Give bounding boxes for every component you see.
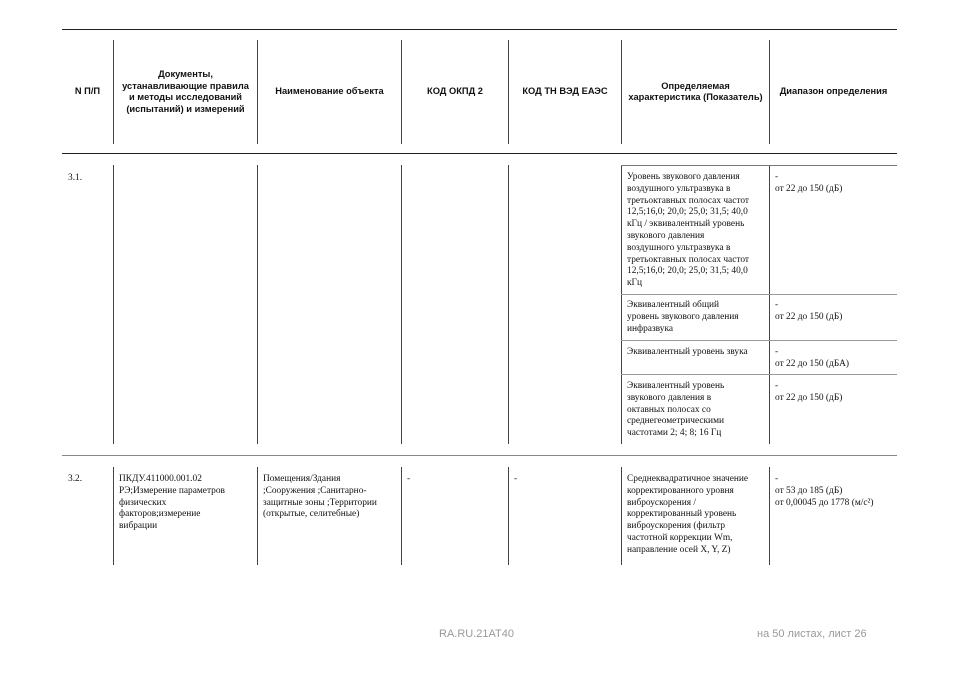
range-value: - от 22 до 150 (дБ) [775,172,843,194]
object-value: Помещения/Здания ;Сооружения ;Санитарно- защитные зоны ;Территории (открытые, селитебные) [263,474,377,520]
docs-value: ПКДУ.411000.001.02 РЭ;Измерение параметров физических факторов;измерение вибрации [119,474,225,532]
header-top-rule [62,29,897,30]
characteristic-value: Среднеквадратичное значение корректированного уровня виброускорения / корректированный уровень виброускорения (фильтр частотной коррекции Wm, направление осей X, Y, Z) [627,474,749,555]
header-num: N П/П [74,86,101,97]
row2-divider-2 [257,467,258,565]
row1-divider-3 [401,165,402,444]
row2-divider-3 [401,467,402,565]
range-value: - от 22 до 150 (дБ) [775,381,843,403]
characteristic-value: Уровень звукового давления воздушного ультразвука в третьоктавных полосах частот 12,5;16,0; 20,0; 25,0; 31,5; 40,0 кГц / эквивалентный уровень звукового давления воздушного ультразвука в третьоктавных полосах частот 12,5;16,0; 20,0; 25,0; 31,5; 40,0 кГц [627,172,750,289]
row1-sub-rule-1 [621,294,897,295]
tnved-value: - [514,474,518,484]
characteristic-value: Эквивалентный общий уровень звукового давления инфразвука [627,300,739,334]
row1-top-rule [621,165,897,166]
range-value: - от 53 до 185 (дБ) от 0,00045 до 1778 (м/с²) [775,474,874,508]
row1-sub-rule-2 [621,340,897,341]
header-object: Наименование объекта [275,86,384,97]
row1-divider-5 [621,165,622,444]
row1-divider-1 [113,165,114,444]
header-characteristic: Определяемая характеристика (Показатель) [628,80,763,102]
characteristic-value: Эквивалентный уровень звука [627,347,748,357]
header-tnved: КОД ТН ВЭД ЕАЭС [522,86,608,97]
range-value: - от 22 до 150 (дБА) [775,347,849,369]
okpd-value: - [407,474,411,484]
row-separator [62,455,897,456]
row1-divider-4 [508,165,509,444]
header-okpd: КОД ОКПД 2 [427,86,483,97]
characteristic-value: Эквивалентный уровень звукового давления в октавных полосах со среднегеометрическими частотами 2; 4; 8; 16 Гц [627,381,725,439]
row-number: 3.1. [68,173,83,183]
row2-divider-1 [113,467,114,565]
header-bottom-rule [62,153,897,154]
footer-doc-id: RA.RU.21АТ40 [439,628,514,640]
header-docs: Документы, устанавливающие правила и методы исследований (испытаний) и измерений [122,69,249,114]
row1-sub-rule-3 [621,374,897,375]
footer-sheet-info: на 50 листах, лист 26 [757,628,867,640]
row2-divider-6 [769,467,770,565]
row2-divider-4 [508,467,509,565]
row2-divider-5 [621,467,622,565]
row-number: 3.2. [68,474,83,484]
range-value: - от 22 до 150 (дБ) [775,300,843,322]
row1-divider-6 [769,165,770,444]
row1-divider-2 [257,165,258,444]
header-range: Диапазон определения [779,86,888,97]
